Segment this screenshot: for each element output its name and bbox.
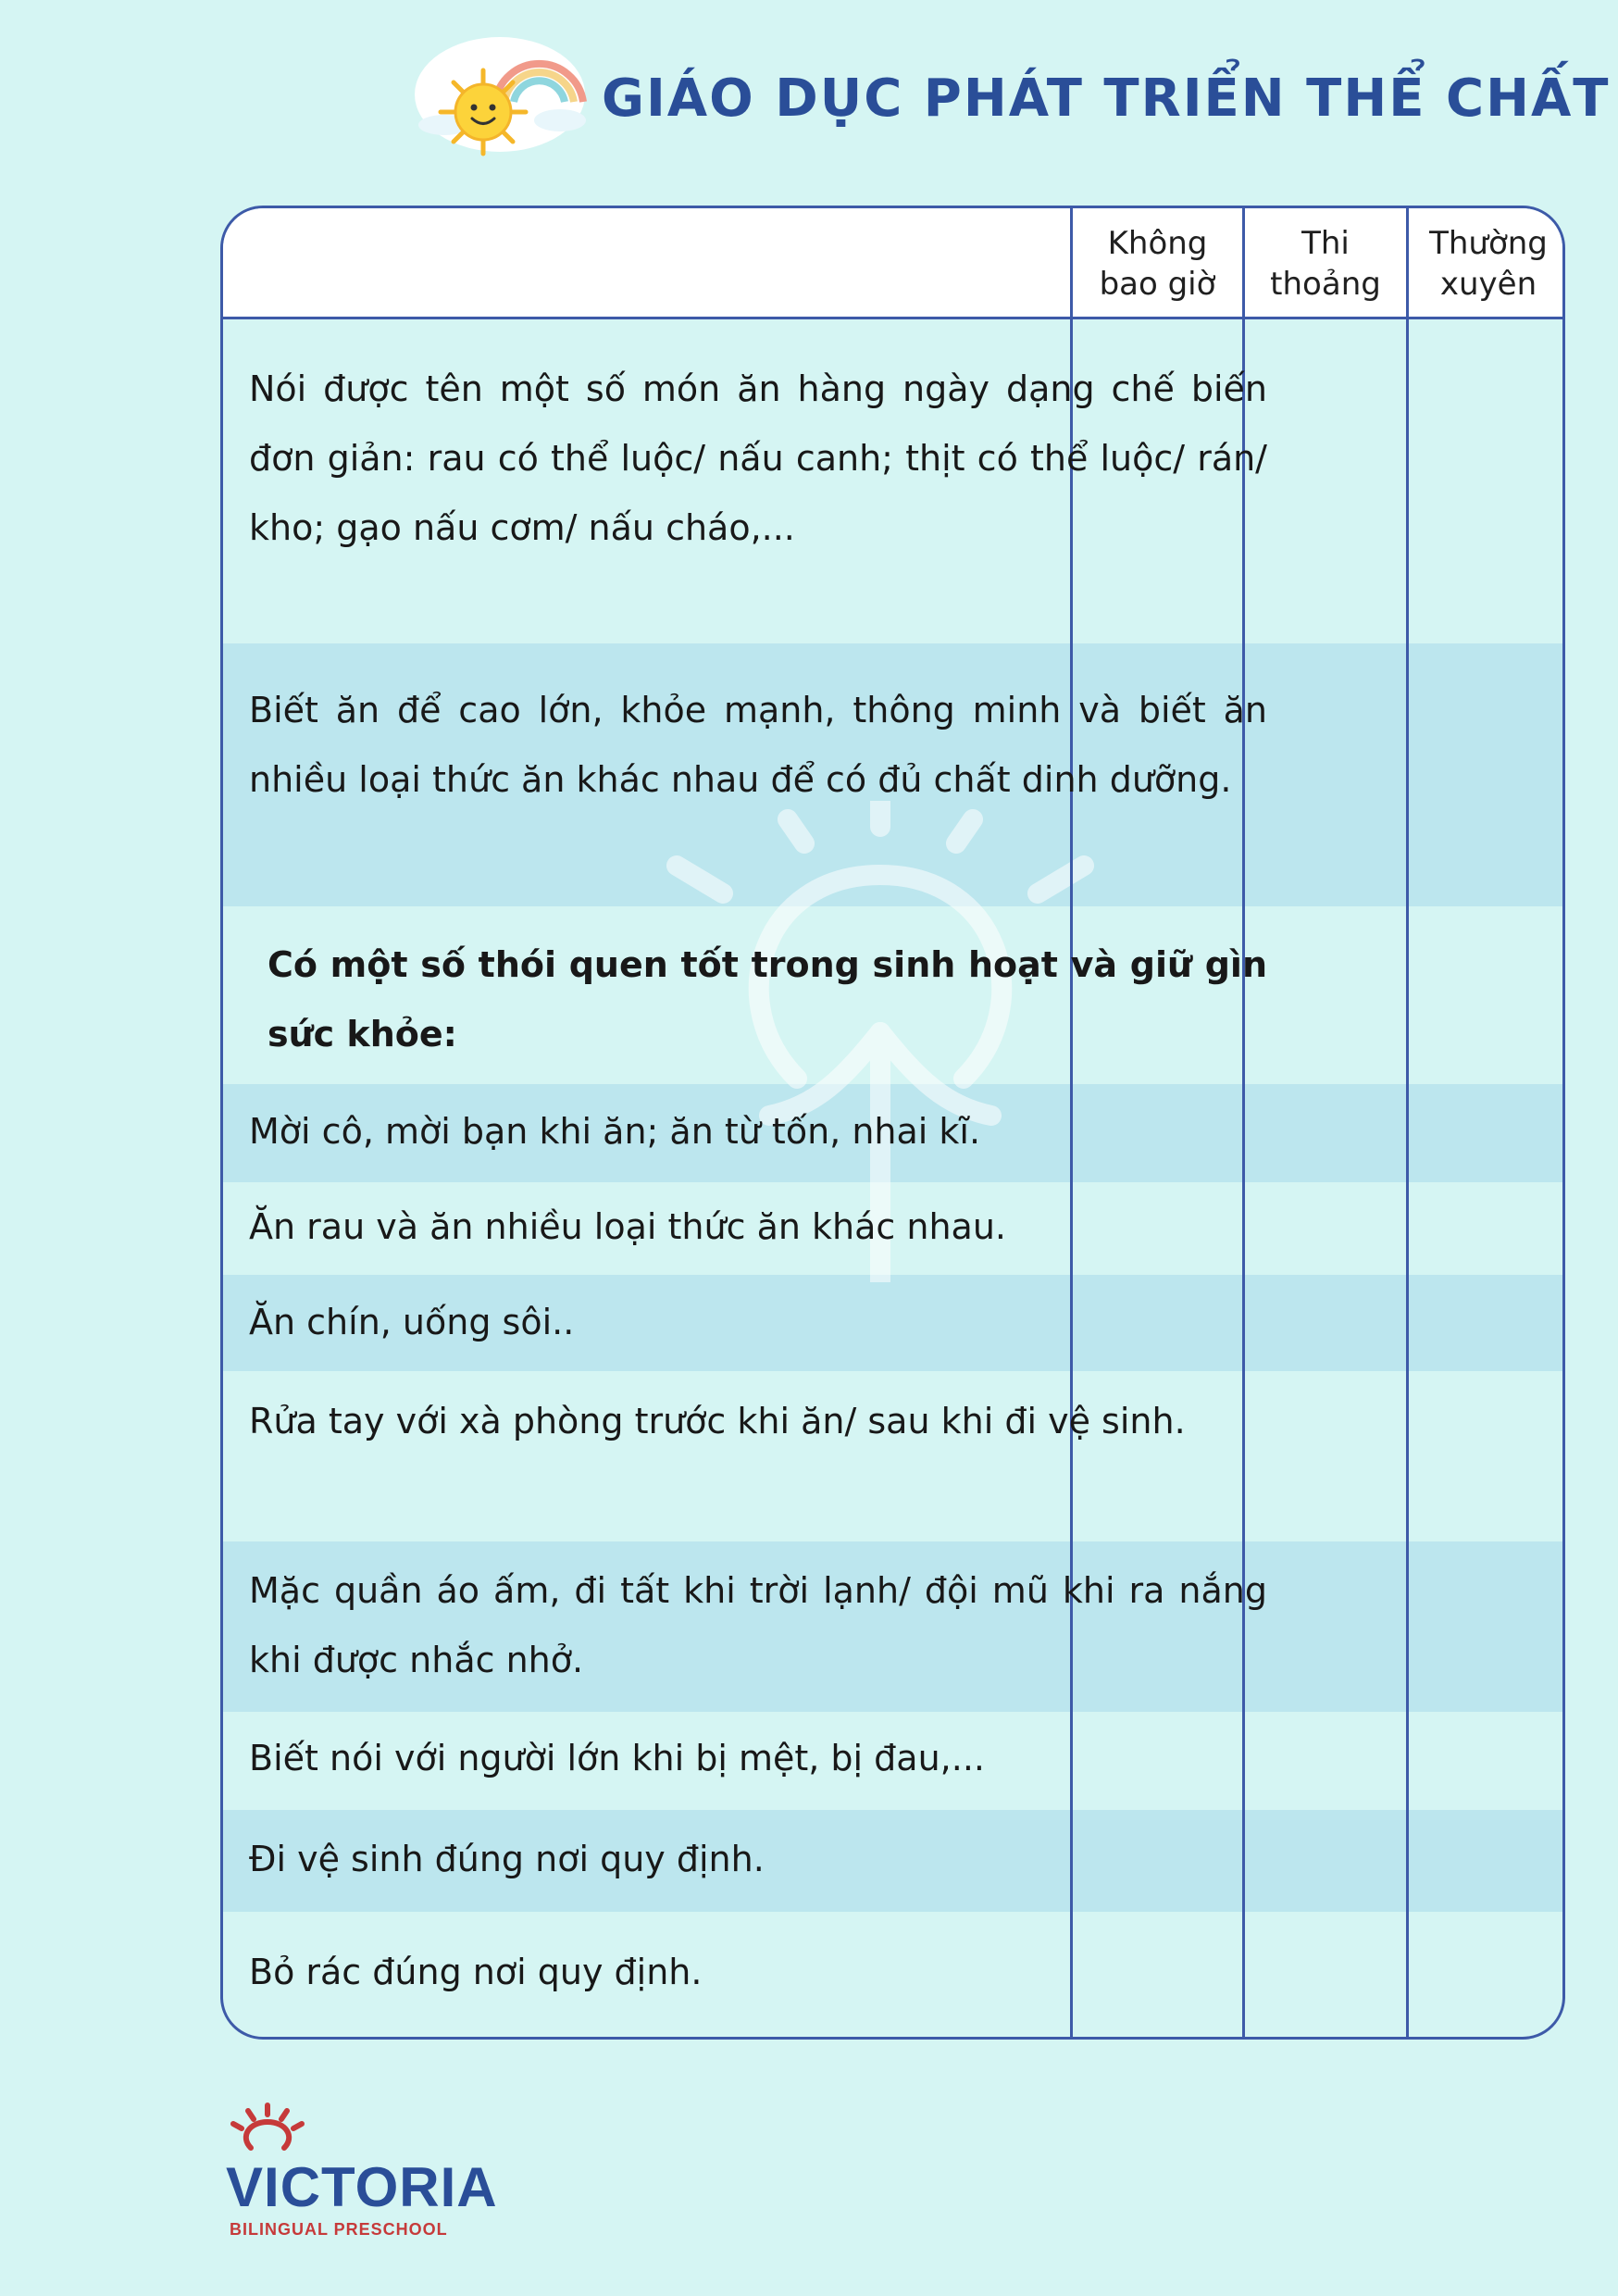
row-text: Bỏ rác đúng nơi quy định. [249,1952,703,1992]
row-text: Ăn chín, uống sôi.. [249,1302,575,1342]
row-text: Ăn rau và ăn nhiều loại thức ăn khác nhau. [249,1206,1006,1247]
header-often [1409,208,1565,319]
row-text: Đi vệ sinh đúng nơi quy định. [249,1839,765,1879]
column-divider [1406,208,1409,2037]
header-sometimes [1245,208,1406,319]
victoria-logo [226,2155,498,2239]
page-title: GIÁO DỤC PHÁT TRIỂN THỂ CHẤT [602,69,1611,129]
logo-subtitle: BILINGUAL PRESCHOOL [230,2220,448,2239]
row-text: Biết ăn để cao lớn, khỏe mạnh, thông minh và biết ăn nhiều loại thức ăn khác nhau để có đủ chất dinh dưỡng. [249,690,1267,800]
checklist-table [220,206,1565,2040]
header-often-label: Thường xuyên [1429,225,1548,303]
row-text: Mời cô, mời bạn khi ăn; ăn từ tốn, nhai kĩ. [249,1111,981,1152]
row-text: Mặc quần áo ấm, đi tất khi trời lạnh/ đội mũ khi ra nắng khi được nhắc nhở. [249,1570,1267,1680]
header-sometimes-label: Thi thoảng [1270,225,1381,303]
row-text: Rửa tay với xà phòng trước khi ăn/ sau khi đi vệ sinh. [249,1401,1186,1441]
page-header [407,37,1611,167]
header-never [1073,208,1242,319]
header-never-label: Không bao giờ [1099,225,1216,303]
sun-rainbow-icon [407,37,592,167]
logo-name: VICTORIA [226,2156,498,2218]
row-text: Nói được tên một số món ăn hàng ngày dạng chế biến đơn giản: rau có thể luộc/ nấu canh; thịt có thể luộc/ rán/ kho; gạo nấu cơm/ nấu cháo,... [249,368,1267,548]
row-heading: Có một số thói quen tốt trong sinh hoạt và giữ gìn sức khỏe: [268,944,1267,1054]
row-text: Biết nói với người lớn khi bị mệt, bị đau,... [249,1738,985,1778]
